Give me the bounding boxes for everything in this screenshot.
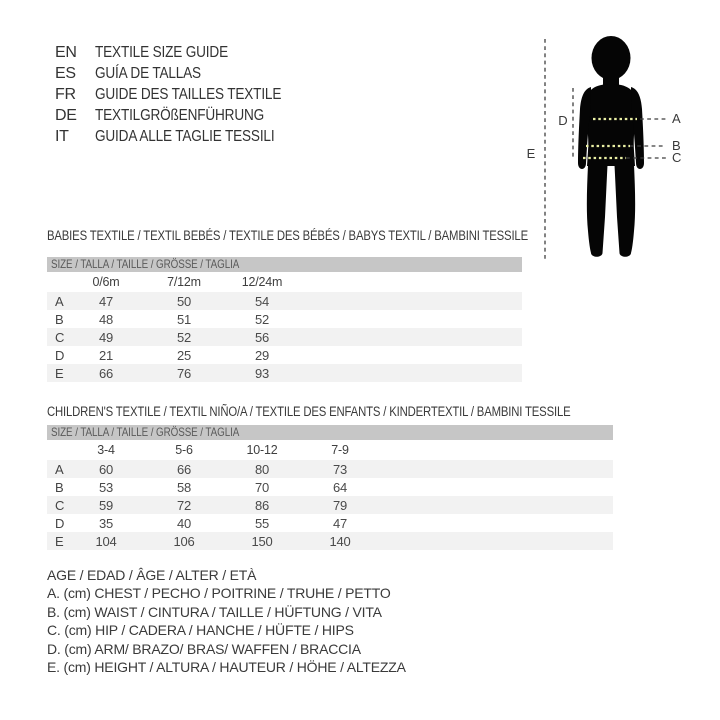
row-label: E: [55, 533, 64, 549]
value-cell: 48: [98, 311, 114, 327]
column-header-row: [47, 272, 522, 292]
column-header: 12/24m: [241, 275, 283, 289]
value-cell: 64: [332, 479, 348, 495]
row-label: A: [55, 293, 64, 309]
lang-row-it: [55, 126, 314, 147]
measure-label-B: B: [672, 138, 681, 153]
legend-age-line: AGE / EDAD / ÂGE / ALTER / ETÀ: [47, 567, 257, 583]
table-row: [47, 460, 613, 478]
legend-chest-line: A. (cm) CHEST / PECHO / POITRINE / TRUHE / PETTO: [47, 585, 391, 602]
value-cell: 66: [98, 365, 114, 381]
measure-label-D: D: [558, 113, 568, 128]
value-cell: 56: [254, 329, 270, 345]
lang-row-de: [55, 105, 314, 126]
lang-code: FR: [55, 85, 76, 103]
table-row: [47, 346, 522, 364]
value-cell: 47: [98, 293, 114, 309]
lang-label: TEXTILE SIZE GUIDE: [95, 43, 228, 61]
column-header: 7-9: [331, 443, 349, 457]
lang-label: TEXTILGRÖßENFÜHRUNG: [95, 106, 265, 124]
lang-row-es: [55, 63, 314, 84]
value-cell: 140: [329, 533, 351, 549]
column-header: 5-6: [175, 443, 193, 457]
column-header: 0/6m: [92, 275, 120, 289]
row-label: C: [55, 329, 65, 345]
table-row: [47, 292, 522, 310]
children-section-title: CHILDREN'S TEXTILE / TEXTIL NIÑO/A / TEXTILE DES ENFANTS / KINDERTEXTIL / BAMBINI TESSILE: [47, 404, 571, 419]
value-cell: 93: [254, 365, 270, 381]
measure-label-A: A: [672, 111, 681, 126]
value-cell: 76: [176, 365, 192, 381]
measure-label-C: C: [672, 150, 682, 165]
table-row: [47, 328, 522, 346]
size-header-bar: [47, 425, 613, 440]
lang-label: GUÍA DE TALLAS: [95, 64, 201, 82]
lang-row-fr: [55, 84, 314, 105]
value-cell: 29: [254, 347, 270, 363]
table-row: [47, 496, 613, 514]
value-cell: 52: [176, 329, 192, 345]
column-header: 3-4: [97, 443, 115, 457]
value-cell: 35: [98, 515, 114, 531]
row-label: A: [55, 461, 64, 477]
table-row: [47, 532, 613, 550]
table-row: [47, 478, 613, 496]
value-cell: 51: [176, 311, 192, 327]
babies-size-table: [47, 257, 522, 382]
value-cell: 79: [332, 497, 348, 513]
children-size-table: [47, 425, 613, 550]
value-cell: 52: [254, 311, 270, 327]
value-cell: 59: [98, 497, 114, 513]
row-label: C: [55, 497, 65, 513]
row-label: B: [55, 479, 64, 495]
value-cell: 54: [254, 293, 270, 309]
table-row: [47, 364, 522, 382]
value-cell: 50: [176, 293, 192, 309]
row-label: D: [55, 347, 65, 363]
value-cell: 104: [95, 533, 117, 549]
measurement-legend: [47, 566, 406, 676]
measure-label-E: E: [526, 146, 536, 161]
value-cell: 47: [332, 515, 348, 531]
lang-code: DE: [55, 106, 77, 124]
value-cell: 66: [176, 461, 192, 477]
lang-code: EN: [55, 43, 77, 61]
value-cell: 40: [176, 515, 192, 531]
column-header-row: [47, 440, 613, 460]
value-cell: 21: [98, 347, 114, 363]
row-label: B: [55, 311, 64, 327]
size-header-label: SIZE / TALLA / TAILLE / GRÖSSE / TAGLIA: [51, 425, 240, 439]
column-header: 10-12: [246, 443, 278, 457]
language-guide-block: [55, 42, 314, 147]
value-cell: 58: [176, 479, 192, 495]
value-cell: 106: [173, 533, 195, 549]
lang-code: ES: [55, 64, 76, 82]
legend-arm-line: D. (cm) ARM/ BRAZO/ BRAS/ WAFFEN / BRACCIA: [47, 640, 361, 657]
value-cell: 70: [254, 479, 270, 495]
legend-height-line: E. (cm) HEIGHT / ALTURA / HAUTEUR / HÖHE / ALTEZZA: [47, 659, 406, 676]
value-cell: 25: [176, 347, 192, 363]
value-cell: 73: [332, 461, 348, 477]
value-cell: 72: [176, 497, 192, 513]
value-cell: 53: [98, 479, 114, 495]
row-label: E: [55, 365, 64, 381]
value-cell: 49: [98, 329, 114, 345]
lang-label: GUIDA ALLE TAGLIE TESSILI: [95, 127, 275, 145]
legend-hip-line: C. (cm) HIP / CADERA / HANCHE / HÜFTE / HIPS: [47, 622, 354, 639]
value-cell: 150: [251, 533, 273, 549]
value-cell: 55: [254, 515, 270, 531]
size-header-bar: [47, 257, 522, 272]
row-label: D: [55, 515, 65, 531]
table-row: [47, 514, 613, 532]
legend-waist-line: B. (cm) WAIST / CINTURA / TAILLE / HÜFTUNG / VITA: [47, 603, 382, 620]
table-row: [47, 310, 522, 328]
value-cell: 86: [254, 497, 270, 513]
column-header: 7/12m: [167, 275, 201, 289]
lang-code: IT: [55, 127, 69, 145]
babies-section-title: BABIES TEXTILE / TEXTIL BEBÉS / TEXTILE DES BÉBÉS / BABYS TEXTIL / BAMBINI TESSILE: [47, 228, 528, 243]
size-header-label: SIZE / TALLA / TAILLE / GRÖSSE / TAGLIA: [51, 257, 240, 271]
value-cell: 80: [254, 461, 270, 477]
value-cell: 60: [98, 461, 114, 477]
lang-label: GUIDE DES TAILLES TEXTILE: [95, 85, 282, 103]
lang-row-en: [55, 42, 314, 63]
